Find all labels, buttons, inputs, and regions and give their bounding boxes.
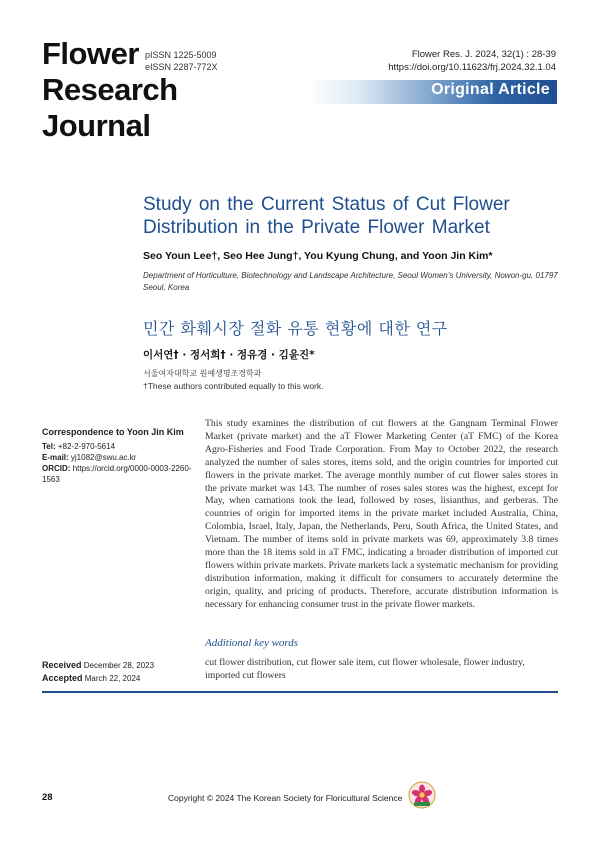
accepted-line (42, 672, 154, 685)
keywords-heading: Additional key words (205, 637, 299, 649)
journal-title-line: Flower (42, 36, 139, 71)
korean-title: 민간 화훼시장 절화 유통 현황에 대한 연구 (143, 319, 448, 338)
keywords-text: cut flower distribution, cut flower sale item, cut flower wholesale, flower industry, imported cut flowers (205, 657, 525, 681)
correspondence-heading (42, 427, 202, 438)
page-number: 28 (42, 792, 53, 803)
orcid-label: ORCID: (42, 464, 71, 473)
equal-contribution-note: †These authors contributed equally to this work. (143, 381, 324, 391)
society-flower-logo-icon (408, 781, 436, 809)
email-label: E-mail: (42, 453, 69, 462)
tel-label: Tel: (42, 442, 56, 451)
orcid-line (42, 463, 202, 485)
correspondence-label: Correspondence to (42, 427, 125, 437)
article-type: Original Article (431, 81, 550, 98)
affiliation: Department of Horticulture, Biotechnology and Landscape Architecture, Seoul Women’s University, Nowon-gu, 01797 Seoul, Korea (143, 271, 558, 292)
received-line (42, 659, 154, 672)
copyright-notice: Copyright © 2024 The Korean Society for Floricultural Science (168, 793, 403, 803)
received-label: Received (42, 660, 82, 670)
citation: Flower Res. J. 2024, 32(1) : 28-39 (411, 49, 556, 60)
korean-author-list: 이서연† · 정서희† · 정유경 · 김윤진* (143, 349, 315, 361)
author-list: Seo Youn Lee†, Seo Hee Jung†, You Kyung Chung, and Yoon Jin Kim* (143, 250, 493, 262)
correspondence-name: Yoon Jin Kim (126, 427, 184, 437)
orcid-link[interactable]: https://orcid.org/0000-0003-2260-1563 (42, 464, 192, 484)
korean-affiliation: 서울여자대학교 원예생명조경학과 (143, 369, 262, 378)
article-title-line: Distribution in the Private Flower Market (143, 217, 490, 238)
section-divider (42, 691, 558, 693)
eissn: eISSN 2287-772X (145, 62, 218, 72)
citation-block (388, 48, 556, 74)
journal-title-line: Journal (42, 108, 151, 143)
doi-link[interactable]: https://doi.org/10.11623/frj.2024.32.1.04 (388, 62, 556, 73)
received-date: December 28, 2023 (83, 661, 155, 670)
pissn: pISSN 1225-5009 (145, 50, 217, 60)
tel-value: +82-2-970-5614 (57, 442, 116, 451)
dates-block (42, 659, 154, 685)
abstract: This study examines the distribution of cut flowers at the Gangnam Terminal Flower Market (private market) and the aT Flower Marketing Center (aT FMC) of the Korea Agro-Fisheries and Food Trade Corporation. From May to October 2022, the research analyzed the number of sales stores, items sold, and the origin countries for imported cut flowers in the private market. The average monthly number of cut flower sales stores in the private market was 143. The number of roses sales stores was the highest, except for May, when carnations took the lead, followed by roses, lisianthus, and gerberas. The countries of origin for imported items in the private market included Australia, China, Colombia, Israel, Italy, Japan, the Netherlands, Peru, South Africa, the United States, and Vietnam. The number of items sold in private markets was 69, approximately 3.8 times more than the 18 items sold in aT FMC, indicating a broader distribution of imported cut flowers within private markets. Private markets lack a systematic mechanism for providing distribution information, making it difficult for consumers to accurately determine the origin, quality, and pricing of products. Therefore, accurate distribution information is necessary for enhancing consumer trust in the private flower markets. (205, 418, 558, 610)
article-title (143, 193, 563, 239)
article-title-line: Study on the Current Status of Cut Flower (143, 194, 510, 215)
accepted-date: March 22, 2024 (84, 674, 141, 683)
correspondence-block (42, 427, 202, 485)
journal-title-line: Research (42, 72, 178, 107)
accepted-label: Accepted (42, 673, 83, 683)
email-link[interactable]: yj1082@swu.ac.kr (70, 453, 137, 462)
tel-line (42, 441, 202, 452)
email-line (42, 452, 202, 463)
issn-block (145, 49, 218, 73)
